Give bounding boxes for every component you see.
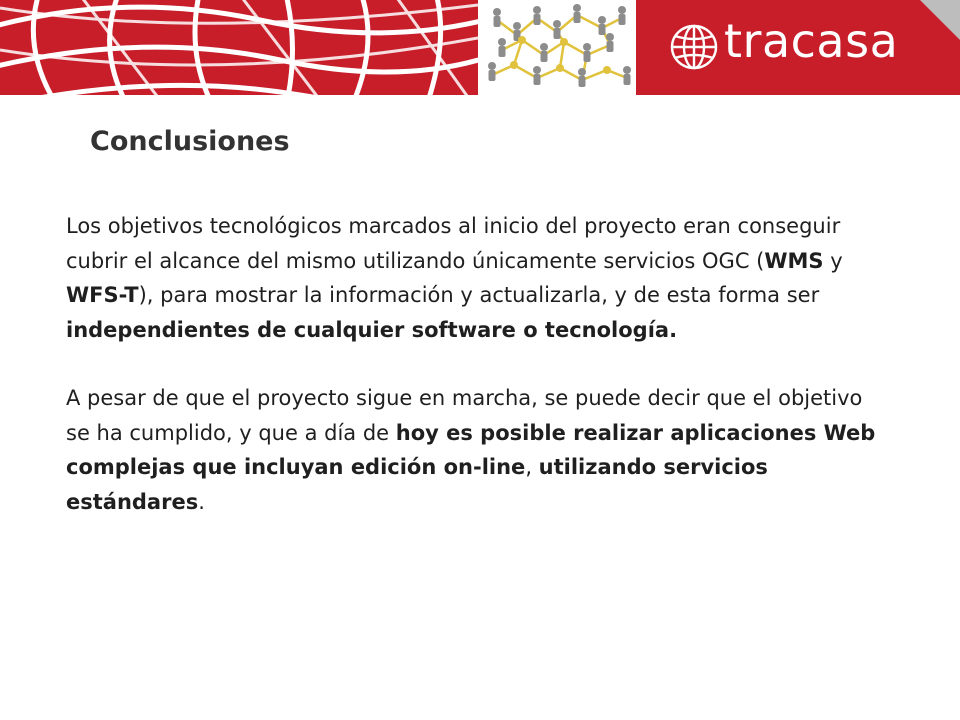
people-network-graphic <box>482 0 632 95</box>
text-segment: . <box>198 489 205 514</box>
bold-text-segment: independientes de cualquier software o tecnología. <box>66 317 678 342</box>
text-segment: y <box>823 248 843 273</box>
slide-body <box>66 209 886 519</box>
bold-text-segment: utilizando servicios estándares <box>66 455 768 514</box>
slide-title: Conclusiones <box>90 126 290 157</box>
text-segment: Los objetivos tecnológicos marcados al inicio del proyecto eran conseguir cubrir el alcance del mismo utilizando únicamente servicios OGC ( <box>66 214 841 273</box>
page-corner-fold <box>920 0 960 40</box>
header-banner <box>0 0 960 95</box>
bold-text-segment: WMS <box>764 248 824 273</box>
bold-text-segment: WFS-T <box>66 283 139 307</box>
paragraph <box>66 381 886 519</box>
text-segment: A pesar de que el proyecto sigue en marcha, se puede decir que el objetivo se ha cumplido, y que a día de <box>66 386 863 445</box>
bold-text-segment: hoy es posible realizar aplicaciones Web complejas que incluyan edición on-line <box>66 420 876 479</box>
text-segment: ), para mostrar la información y actualizarla, y de esta forma ser <box>138 283 820 307</box>
paragraph <box>66 209 886 347</box>
text-segment: , <box>525 455 539 479</box>
brand-name: tracasa <box>724 14 899 68</box>
tracasa-globe-logo-icon <box>666 22 722 72</box>
globe-grid-graphic <box>0 0 478 95</box>
brand-logo <box>636 0 960 95</box>
